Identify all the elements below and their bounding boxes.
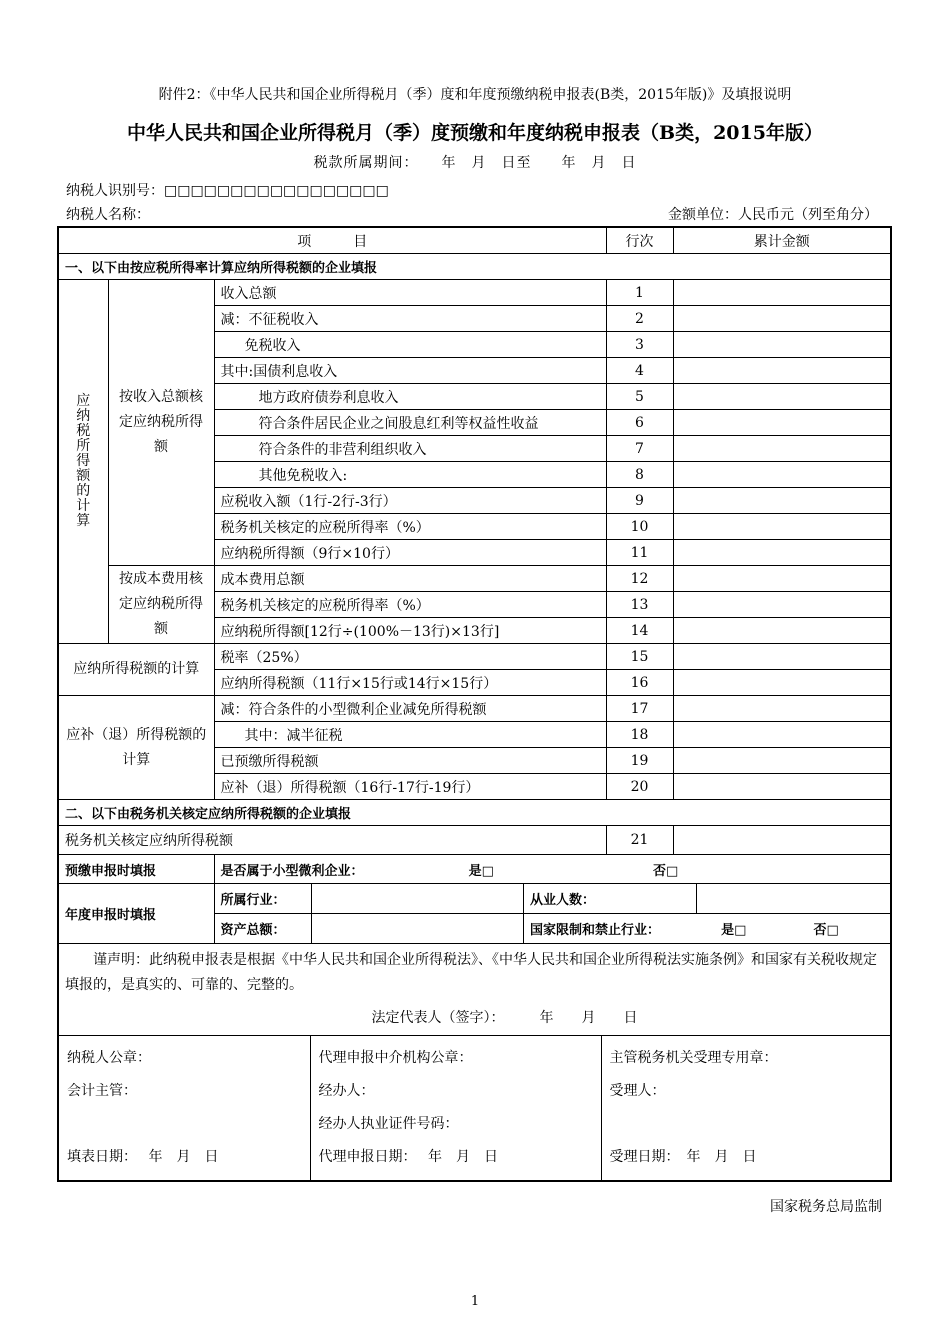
row-label: 免税收入 — [214, 332, 606, 358]
row-label: 应纳税所得额（9行×10行） — [214, 540, 606, 566]
row-label: 收入总额 — [214, 280, 606, 306]
amount-cell[interactable] — [673, 332, 891, 358]
form-title: 中华人民共和国企业所得税月（季）度预缴和年度纳税申报表（B类，2015年版） — [127, 122, 823, 144]
row-no: 9 — [606, 488, 673, 514]
table-row — [58, 566, 891, 592]
tax-return-table — [57, 226, 892, 1182]
agent-handler-label: 经办人： — [318, 1083, 375, 1099]
amount-cell[interactable] — [673, 826, 891, 855]
row-no: 18 — [606, 722, 673, 748]
row-label: 其中：减半征税 — [214, 722, 606, 748]
row-label: 其他免税收入: — [214, 462, 606, 488]
group-cost-method: 按成本费用核定应纳税所得额 — [108, 566, 214, 644]
amount-cell[interactable] — [673, 696, 891, 722]
amount-cell[interactable] — [673, 618, 891, 644]
group-taxable-label: 应纳税所得额的计算 — [76, 393, 91, 529]
group-refund-calc: 应补（退）所得税额的计算 — [58, 696, 214, 800]
tax-period: 税款所属期间： 年 月 日至 年 月 日 — [313, 155, 637, 171]
receive-date-label: 受理日期： 年 月 日 — [609, 1149, 757, 1165]
agent-date-label: 代理申报日期： 年 月 日 — [318, 1149, 498, 1165]
restricted-label: 国家限制和禁止行业： — [530, 923, 661, 938]
prepay-label: 预缴申报时填报 — [58, 855, 214, 884]
supervisor-note: 国家税务总局监制 — [770, 1199, 882, 1215]
declaration-text: 谨声明：此纳税申报表是根据《中华人民共和国企业所得税法》、《中华人民共和国企业所得税法实施条例》和国家有关税收规定填报的，是真实的、可靠的、完整的。 — [65, 952, 877, 993]
signature-row — [58, 1036, 891, 1182]
small-micro-label: 是否属于小型微利企业： — [220, 863, 364, 879]
row-label: 减：不征税收入 — [214, 306, 606, 332]
accounting-supervisor-label: 会计主管： — [67, 1083, 137, 1099]
row-no: 4 — [606, 358, 673, 384]
col-amount-header: 累计金额 — [673, 227, 891, 254]
row-label: 其中:国债利息收入 — [214, 358, 606, 384]
amount-unit: 金额单位：人民币元（列至角分） — [668, 207, 878, 223]
amount-cell[interactable] — [673, 774, 891, 800]
industry-label: 所属行业： — [215, 884, 312, 913]
row-label: 符合条件居民企业之间股息红利等权益性收益 — [214, 410, 606, 436]
amount-cell[interactable] — [673, 722, 891, 748]
taxpayer-name-field[interactable]: 纳税人名称： — [66, 207, 150, 223]
row-no: 10 — [606, 514, 673, 540]
assets-input[interactable] — [312, 914, 524, 943]
row-label: 应纳税所得额[12行÷(100%－13行)×13行] — [214, 618, 606, 644]
amount-cell[interactable] — [673, 488, 891, 514]
restricted-no-checkbox[interactable]: 否□ — [813, 923, 839, 938]
amount-cell[interactable] — [673, 462, 891, 488]
group-income-method: 按收入总额核定应纳税所得额 — [108, 280, 214, 566]
page-number: 1 — [470, 1294, 480, 1309]
attachment-caption: 附件2：《中华人民共和国企业所得税月（季）度和年度预缴纳税申报表(B类，2015年版)》及填报说明 — [158, 87, 792, 103]
employees-label: 从业人数： — [524, 884, 697, 913]
annual-label: 年度申报时填报 — [58, 884, 214, 944]
small-micro-question — [214, 855, 891, 884]
row-no: 12 — [606, 566, 673, 592]
amount-cell[interactable] — [673, 566, 891, 592]
amount-cell[interactable] — [673, 644, 891, 670]
amount-cell[interactable] — [673, 306, 891, 332]
amount-cell[interactable] — [673, 384, 891, 410]
employees-input[interactable] — [697, 884, 891, 913]
small-micro-yes-checkbox[interactable]: 是□ — [468, 863, 494, 879]
amount-cell[interactable] — [673, 592, 891, 618]
row-no: 20 — [606, 774, 673, 800]
table-row — [58, 826, 891, 855]
agent-license-label: 经办人执业证件号码： — [318, 1116, 459, 1132]
row-label: 已预缴所得税额 — [214, 748, 606, 774]
receiver-label: 受理人： — [609, 1083, 666, 1099]
table-header-row — [58, 227, 891, 254]
section2-title: 二、以下由税务机关核定应纳所得税额的企业填报 — [58, 800, 891, 826]
amount-cell[interactable] — [673, 436, 891, 462]
section2-row — [58, 800, 891, 826]
row-no: 13 — [606, 592, 673, 618]
section1-row — [58, 254, 891, 280]
amount-cell[interactable] — [673, 670, 891, 696]
row-no: 14 — [606, 618, 673, 644]
group-tax-calc: 应纳所得税额的计算 — [58, 644, 214, 696]
amount-cell[interactable] — [673, 358, 891, 384]
tax-authority-seal-box[interactable] — [601, 1036, 890, 1180]
row-no: 17 — [606, 696, 673, 722]
row-no: 21 — [606, 826, 673, 855]
agent-seal-box[interactable] — [310, 1036, 601, 1180]
row-label: 应补（退）所得税额（16行-17行-19行） — [214, 774, 606, 800]
legal-rep-signature[interactable]: 法定代表人（签字）： 年 月 日 — [371, 1010, 638, 1026]
row-label: 税务机关核定应纳所得税额 — [58, 826, 606, 855]
assets-label: 资产总额： — [215, 914, 312, 943]
prepay-row — [58, 855, 891, 884]
row-no: 15 — [606, 644, 673, 670]
row-no: 3 — [606, 332, 673, 358]
row-no: 1 — [606, 280, 673, 306]
row-no: 2 — [606, 306, 673, 332]
fill-date-label: 填表日期： 年 月 日 — [67, 1149, 219, 1165]
authority-seal-label: 主管税务机关受理专用章： — [609, 1050, 778, 1066]
taxpayer-seal-label: 纳税人公章： — [67, 1050, 151, 1066]
amount-cell[interactable] — [673, 540, 891, 566]
declaration-row — [58, 944, 891, 1036]
row-label: 减：符合条件的小型微利企业减免所得税额 — [214, 696, 606, 722]
amount-cell[interactable] — [673, 280, 891, 306]
row-label: 符合条件的非营利组织收入 — [214, 436, 606, 462]
section1-title: 一、以下由按应税所得率计算应纳所得税额的企业填报 — [58, 254, 891, 280]
taxpayer-seal-box[interactable] — [59, 1036, 310, 1180]
row-no: 6 — [606, 410, 673, 436]
row-no: 8 — [606, 462, 673, 488]
row-label: 税率（25%） — [214, 644, 606, 670]
col-item-header: 项 目 — [58, 227, 606, 254]
row-no: 19 — [606, 748, 673, 774]
agent-seal-label: 代理申报中介机构公章： — [318, 1050, 473, 1066]
row-label: 应纳所得税额（11行×15行或14行×15行） — [214, 670, 606, 696]
row-label: 地方政府债券利息收入 — [214, 384, 606, 410]
col-line-header: 行次 — [606, 227, 673, 254]
amount-cell[interactable] — [673, 514, 891, 540]
restricted-yes-checkbox[interactable]: 是□ — [721, 923, 747, 938]
table-row — [58, 280, 891, 306]
annual-row-1 — [58, 884, 891, 914]
group-taxable-income — [58, 280, 108, 644]
row-label: 应税收入额（1行-2行-3行） — [214, 488, 606, 514]
table-row — [58, 696, 891, 722]
row-label: 成本费用总额 — [214, 566, 606, 592]
table-row — [58, 644, 891, 670]
industry-input[interactable] — [312, 884, 524, 913]
amount-cell[interactable] — [673, 748, 891, 774]
small-micro-no-checkbox[interactable]: 否□ — [652, 863, 679, 879]
row-no: 7 — [606, 436, 673, 462]
row-no: 16 — [606, 670, 673, 696]
row-no: 11 — [606, 540, 673, 566]
row-no: 5 — [606, 384, 673, 410]
amount-cell[interactable] — [673, 410, 891, 436]
row-label: 税务机关核定的应税所得率（%） — [214, 514, 606, 540]
taxpayer-id-field[interactable]: 纳税人识别号：□□□□□□□□□□□□□□□□□ — [66, 183, 389, 199]
row-label: 税务机关核定的应税所得率（%） — [214, 592, 606, 618]
